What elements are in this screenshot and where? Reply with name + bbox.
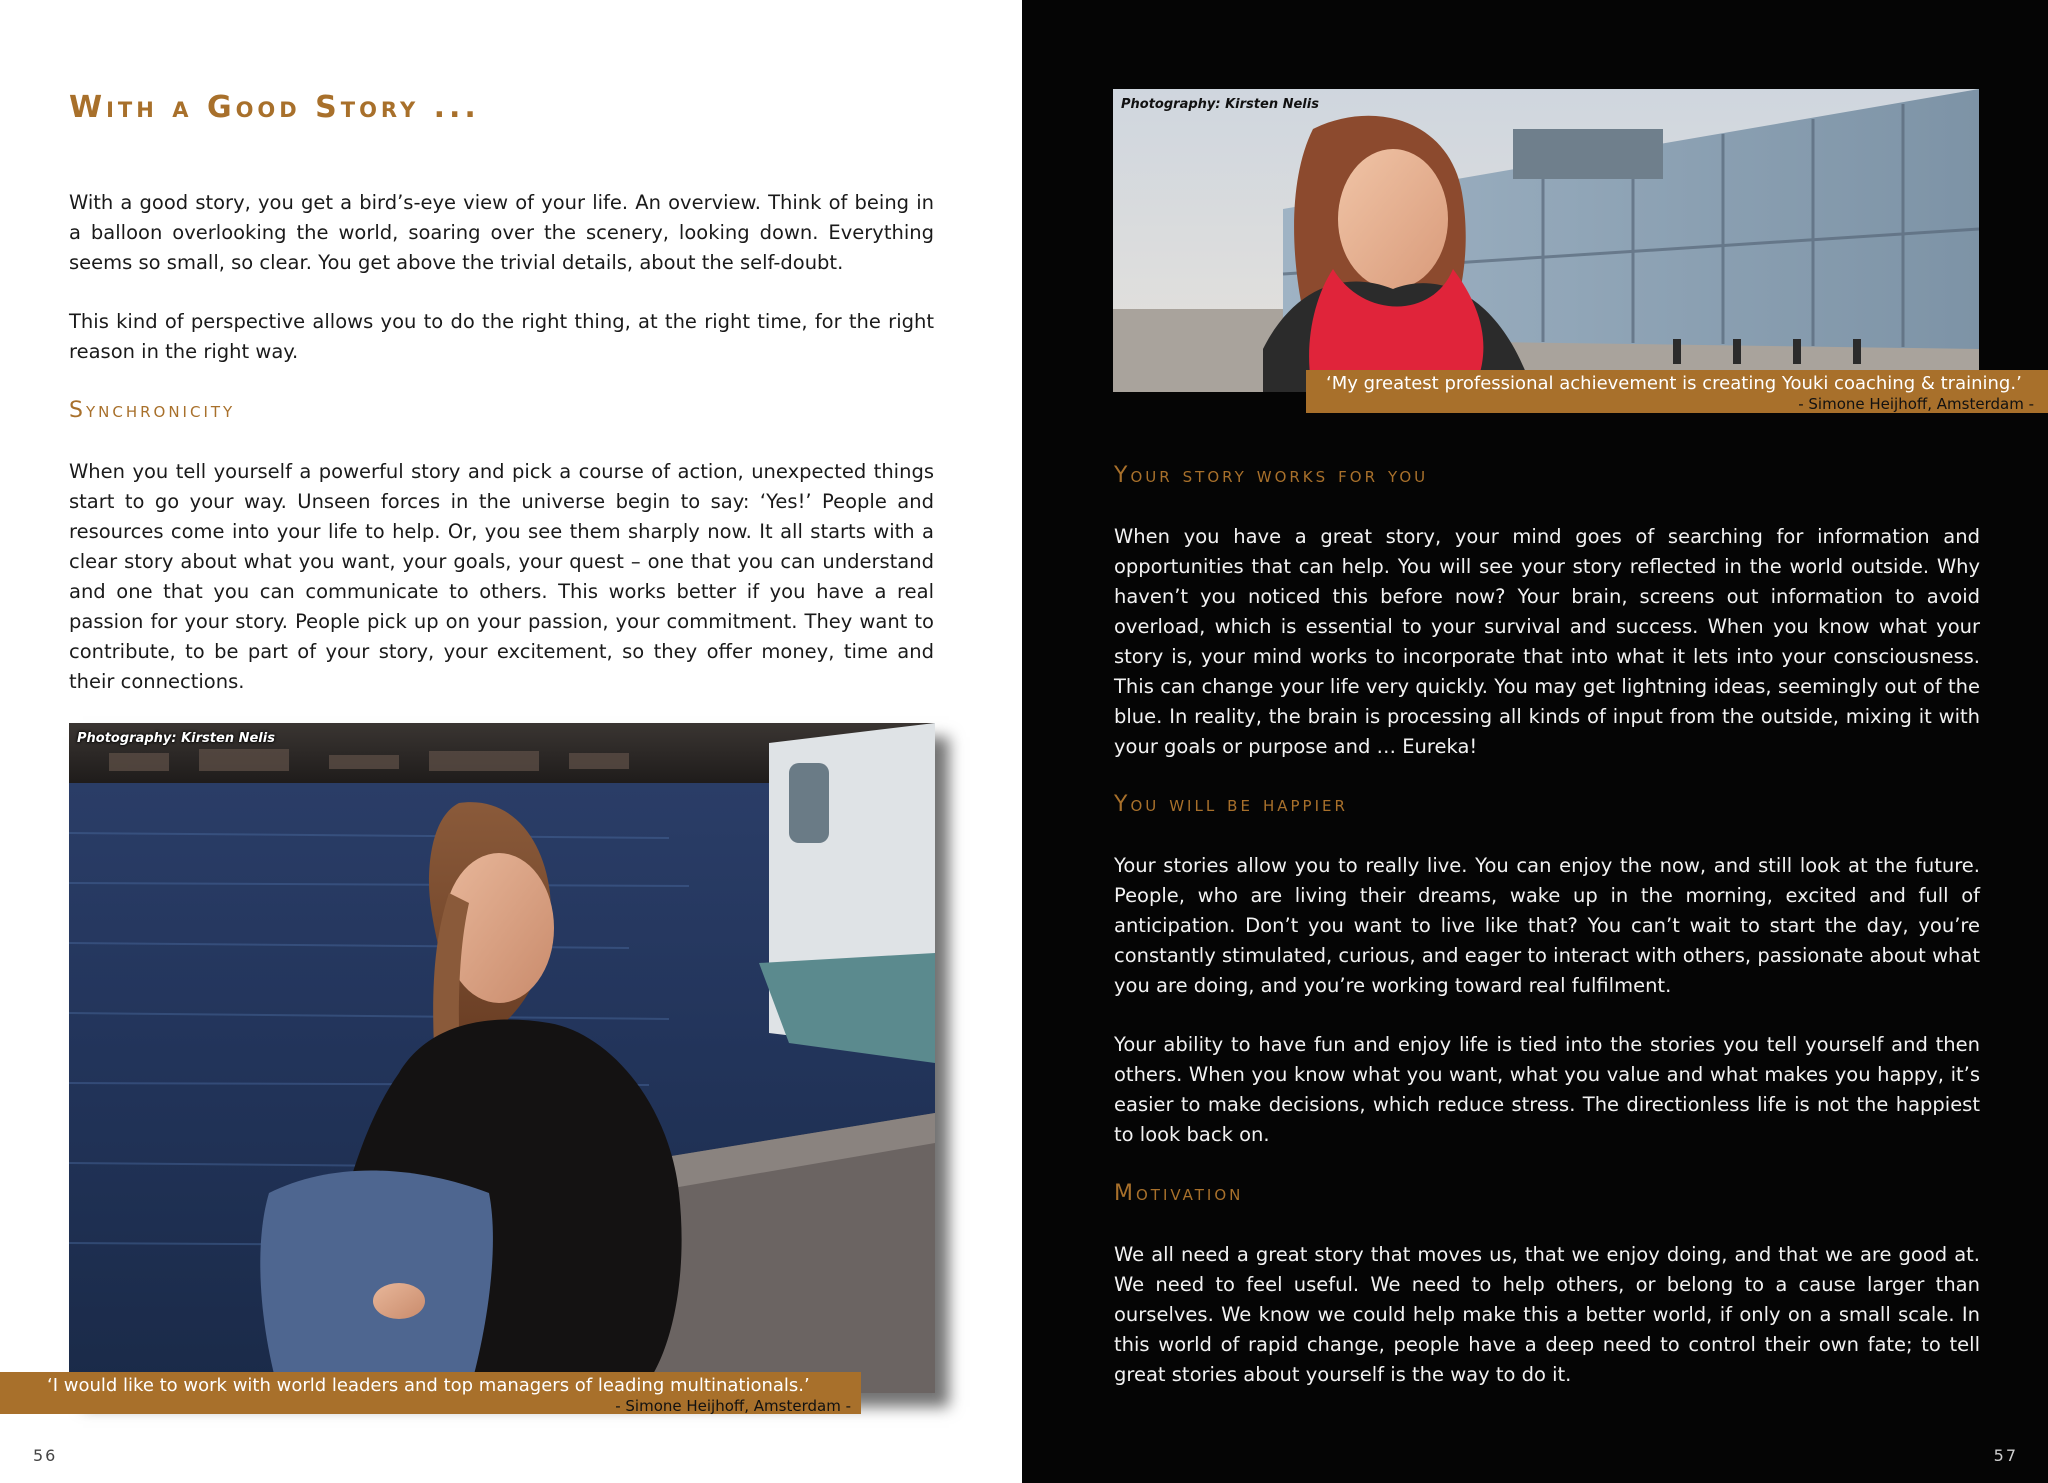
caption-quote-right: ‘My greatest professional achievement is creating Youki coaching & training.’ (1326, 373, 2022, 394)
section-heading-synchronicity: Synchronicity (69, 398, 236, 423)
intro-paragraph-2: This kind of perspective allows you to do the right thing, at the right time, for the right reason in the right way. (69, 310, 934, 363)
right-page (1022, 0, 2048, 1483)
motivation-paragraph: We all need a great story that moves us, that we enjoy doing, and that we are good at. We need to feel useful. We need to help others, or belong to a cause larger than ourselves. We know we could help make this a better world, if only on a small scale. In this world of rapid change, people have a deep need to control their own fate; to tell great stories about yourself is the way to do it. (1114, 1243, 1980, 1386)
section-heading-motivation: Motivation (1114, 1181, 1244, 1206)
page-title: With a Good Story ... (69, 90, 480, 125)
harbour-photo-image (1113, 89, 1979, 392)
photo-credit-right: Photography: Kirsten Nelis (1121, 97, 1319, 112)
photo-caption-right (1306, 370, 2048, 413)
caption-quote: ‘I would like to work with world leaders and top managers of leading multinationals.’ (47, 1375, 810, 1396)
left-page (0, 0, 1022, 1483)
story-works-paragraph: When you have a great story, your mind goes of searching for information and opportunities that can help. You will see your story reflected in the world outside. Why haven’t you noticed this before now? Your brain, screens out information to avoid overload, which is essential to your survival and success. When you know what your story is, your mind works to incorporate that into what it lets into your consciousness. This can change your life very quickly. You may get lightning ideas, seemingly out of the blue. In reality, the brain is processing all kinds of input from the outside, mixing it with your goals or purpose and … Eureka! (1114, 525, 1980, 758)
happier-paragraph-2: Your ability to have fun and enjoy life is tied into the stories you tell yourself and then others. When you know what you want, what you value and what makes you happy, it’s easier to make decisions, which reduce stress. The directionless life is not the happiest to look back on. (1114, 1033, 1980, 1146)
page-number-right: 57 (1993, 1446, 2018, 1465)
happier-paragraph-1: Your stories allow you to really live. You can enjoy the now, and still look at the future. People, who are living their dreams, wake up in the morning, excited and full of anticipation. Don’t you want to live like that? You can’t wait to start the day, you’re constantly stimulated, curious, and eager to interact with others, passionate about what you are doing, and you’re working toward real fulfilment. (1114, 854, 1980, 997)
synchronicity-paragraph: When you tell yourself a powerful story and pick a course of action, unexpected things start to go your way. Unseen forces in the universe begin to say: ‘Yes!’ People and resources come into your life to help. Or, you see them sharply now. It all starts with a clear story about what you want, your goals, your quest – one that you can understand and one that you can communicate to others. This works better if you have a real passion for your story. People pick up on your passion, your commitment. They want to contribute, to be part of your story, your excitement, so they offer money, time and their connections. (69, 460, 934, 693)
section-heading-happier: You will be happier (1114, 792, 1348, 817)
intro-paragraph-1: With a good story, you get a bird’s-eye view of your life. An overview. Think of being in a balloon overlooking the world, soaring over the scenery, looking down. Everything seems so small, so clear. You get above the trivial details, about the self-doubt. (69, 191, 934, 274)
photo-credit: Photography: Kirsten Nelis (77, 731, 275, 746)
caption-attribution-right: - Simone Heijhoff, Amsterdam - (1798, 395, 2034, 413)
section-heading-story-works: Your story works for you (1114, 463, 1429, 488)
portrait-photo-waterfront (69, 723, 935, 1393)
portrait-photo-harbour-building (1113, 89, 1979, 392)
waterfront-photo-image (69, 723, 935, 1393)
photo-caption (0, 1372, 861, 1414)
caption-attribution: - Simone Heijhoff, Amsterdam - (615, 1397, 851, 1415)
page-number-left: 56 (33, 1446, 58, 1465)
